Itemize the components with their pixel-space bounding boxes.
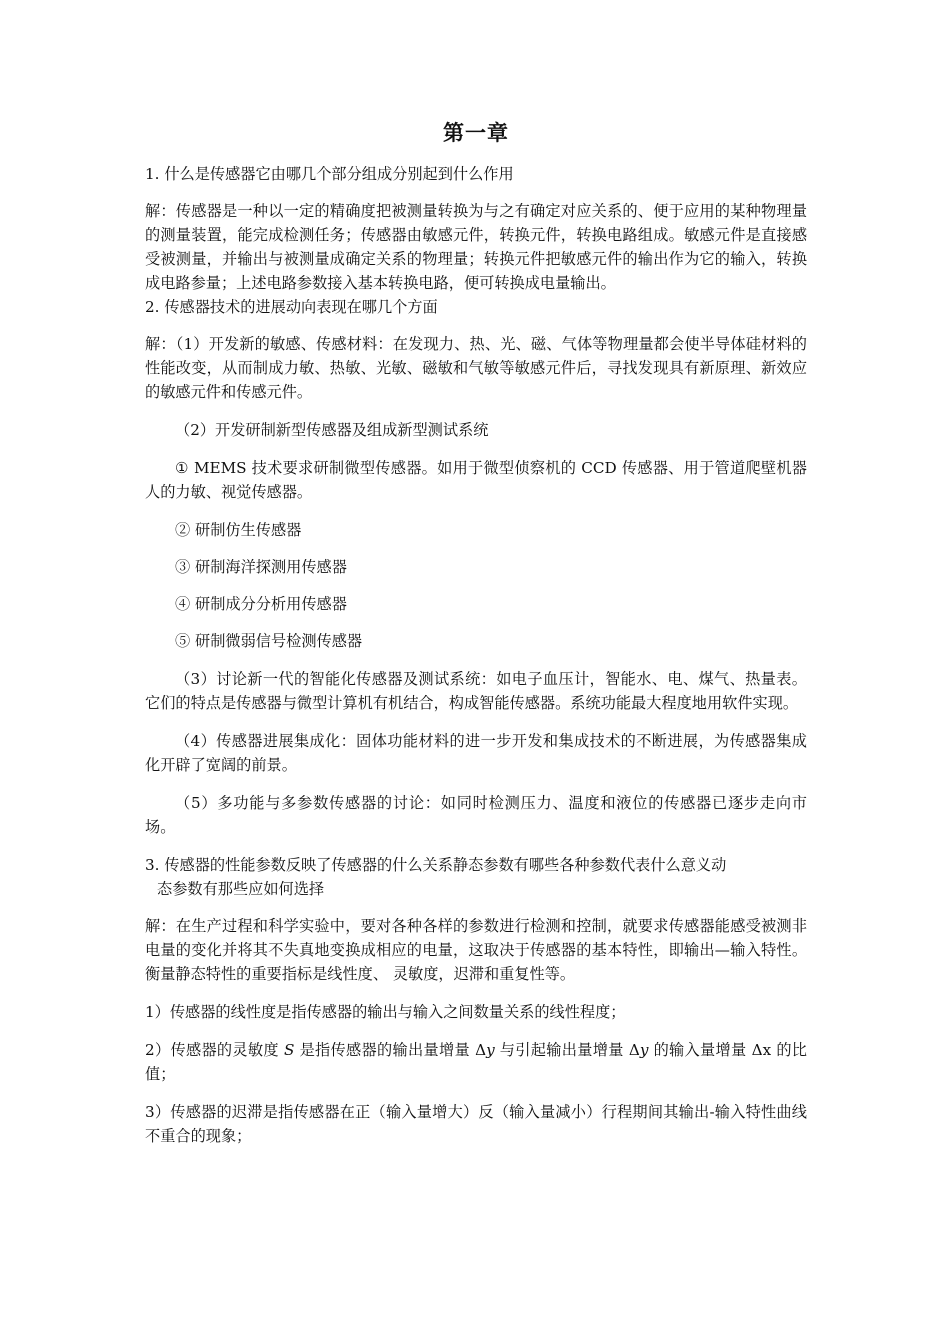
question-3-line-2: 态参数有那些应如何选择 — [157, 880, 325, 898]
answer-3-hysteresis: 3）传感器的迟滞是指传感器在正（输入量增大）反（输入量减小）行程期间其输出-输入特性曲线不重合的现象； — [145, 1103, 807, 1145]
sensitivity-text-2: 是指传感器的输出量增量 Δ — [294, 1041, 487, 1059]
chapter-title: 第一章 — [443, 121, 509, 145]
sensitivity-text-3: 与引起输出量增量 Δ — [494, 1041, 640, 1059]
answer-2-item-bionic: ② 研制仿生传感器 — [175, 521, 302, 539]
answer-3-sensitivity — [145, 1038, 807, 1086]
answer-3-linearity: 1）传感器的线性度是指传感器的输出与输入之间数量关系的线性程度； — [145, 1003, 626, 1021]
question-1: 1. 什么是传感器它由哪几个部分组成分别起到什么作用 — [145, 165, 514, 183]
answer-2-part-2: （2）开发研制新型传感器及组成新型测试系统 — [175, 421, 489, 439]
question-3-line-1: 3. 传感器的性能参数反映了传感器的什么关系静态参数有哪些各种参数代表什么意义动 — [145, 856, 727, 874]
symbol-y-1: y — [486, 1041, 495, 1059]
question-2: 2. 传感器技术的进展动向表现在哪几个方面 — [145, 298, 438, 316]
answer-1: 解：传感器是一种以一定的精确度把被测量转换为与之有确定对应关系的、便于应用的某种物理量的测量装置，能完成检测任务；传感器由敏感元件，转换元件，转换电路组成。敏感元件是直接感受被测量，并输出与被测量成确定关系的物理量；转换元件把敏感元件的输出作为它的输入，转换成电路参量；上述电路参数接入基本转换电路，便可转换成电量输出。 — [145, 202, 807, 292]
question-3 — [145, 853, 807, 901]
answer-2-part-4: （4）传感器进展集成化：固体功能材料的进一步开发和集成技术的不断进展，为传感器集成化开辟了宽阔的前景。 — [145, 732, 807, 774]
answer-2-part-5: （5）多功能与多参数传感器的讨论：如同时检测压力、温度和液位的传感器已逐步走向市场。 — [145, 794, 807, 836]
answer-2-item-mems: ① MEMS 技术要求研制微型传感器。如用于微型侦察机的 CCD 传感器、用于管道爬壁机器人的力敏、视觉传感器。 — [145, 459, 807, 501]
sensitivity-text-1: 2）传感器的灵敏度 — [145, 1041, 285, 1059]
answer-2-item-ocean: ③ 研制海洋探测用传感器 — [175, 558, 347, 576]
sensitivity-text-4: 的输入量增量 Δx 的比值； — [145, 1041, 807, 1083]
symbol-y-2: y — [639, 1041, 649, 1059]
answer-2-part-1: 解：（1）开发新的敏感、传感材料：在发现力、热、光、磁、气体等物理量都会使半导体硅材料的性能改变，从而制成力敏、热敏、光敏、磁敏和气敏等敏感元件后，寻找发现具有新原理、新效应的敏感元件和传感元件。 — [145, 335, 807, 401]
symbol-s: S — [284, 1041, 295, 1059]
answer-2-item-weak-signal: ⑤ 研制微弱信号检测传感器 — [175, 632, 363, 650]
answer-2-part-3: （3）讨论新一代的智能化传感器及测试系统：如电子血压计，智能水、电、煤气、热量表。它们的特点是传感器与微型计算机有机结合，构成智能传感器。系统功能最大程度地用软件实现。 — [145, 670, 807, 712]
answer-2-item-composition: ④ 研制成分分析用传感器 — [175, 595, 347, 613]
answer-3: 解：在生产过程和科学实验中，要对各种各样的参数进行检测和控制，就要求传感器能感受被测非电量的变化并将其不失真地变换成相应的电量，这取决于传感器的基本特性，即输出—输入特性。衡量静态特性的重要指标是线性度、 灵敏度，迟滞和重复性等。 — [145, 917, 807, 983]
